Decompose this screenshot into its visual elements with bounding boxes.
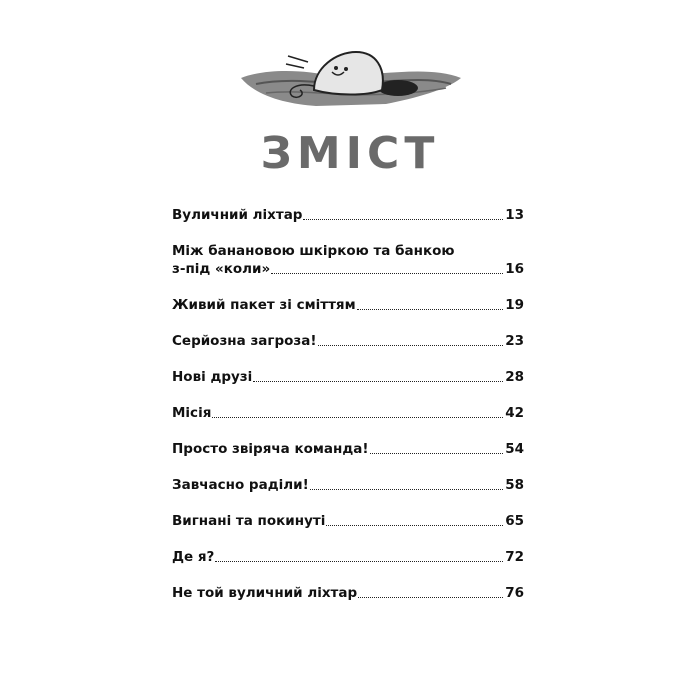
table-of-contents: [172, 206, 524, 620]
dot-leader: [212, 416, 503, 418]
toc-entry-page: 23: [505, 333, 524, 349]
toc-entry-title: Не той вуличний ліхтар: [172, 585, 358, 601]
toc-entry-page: 76: [505, 585, 524, 601]
dot-leader: [215, 560, 503, 562]
creature-in-hole-icon: [236, 38, 466, 110]
toc-entry: [172, 440, 524, 458]
toc-entry-title: Між банановою шкіркою та банкою: [172, 243, 455, 259]
toc-entry-title: Живий пакет зі сміттям: [172, 297, 356, 313]
toc-entry-page: 28: [505, 369, 524, 385]
toc-entry-title: Вигнані та покинуті: [172, 513, 326, 529]
toc-entry-title: Завчасно раділи!: [172, 477, 309, 493]
toc-entry: [172, 548, 524, 566]
toc-entry: [172, 296, 524, 314]
toc-entry-page: 58: [505, 477, 524, 493]
toc-entry: [172, 242, 524, 278]
toc-entry-title: Де я?: [172, 549, 215, 565]
toc-entry-title: Нові друзі: [172, 369, 253, 385]
page-title: ЗМІСТ: [260, 128, 440, 179]
toc-entry-page: 19: [505, 297, 524, 313]
dot-leader: [358, 596, 503, 598]
dot-leader: [253, 380, 503, 382]
toc-entry: [172, 368, 524, 386]
toc-entry-page: 42: [505, 405, 524, 421]
toc-entry-page: 65: [505, 513, 524, 529]
dot-leader: [318, 344, 504, 346]
toc-entry-page: 13: [505, 207, 524, 223]
toc-entry: [172, 332, 524, 350]
dot-leader: [303, 218, 503, 220]
toc-entry: [172, 584, 524, 602]
dot-leader: [326, 524, 503, 526]
toc-entry: [172, 206, 524, 224]
toc-entry-page: 72: [505, 549, 524, 565]
toc-entry-title: Просто звіряча команда!: [172, 441, 369, 457]
toc-entry: [172, 512, 524, 530]
toc-entry-page: 54: [505, 441, 524, 457]
toc-entry-page: 16: [505, 261, 524, 277]
dot-leader: [271, 272, 503, 274]
toc-entry-title: Місія: [172, 405, 212, 421]
toc-entry-title-continued: з-під «коли»: [172, 261, 271, 277]
toc-entry-title: Вуличний ліхтар: [172, 207, 303, 223]
dot-leader: [310, 488, 503, 490]
toc-entry-title: Серйозна загроза!: [172, 333, 317, 349]
toc-entry: [172, 404, 524, 422]
toc-entry: [172, 476, 524, 494]
dot-leader: [370, 452, 504, 454]
dot-leader: [357, 308, 504, 310]
